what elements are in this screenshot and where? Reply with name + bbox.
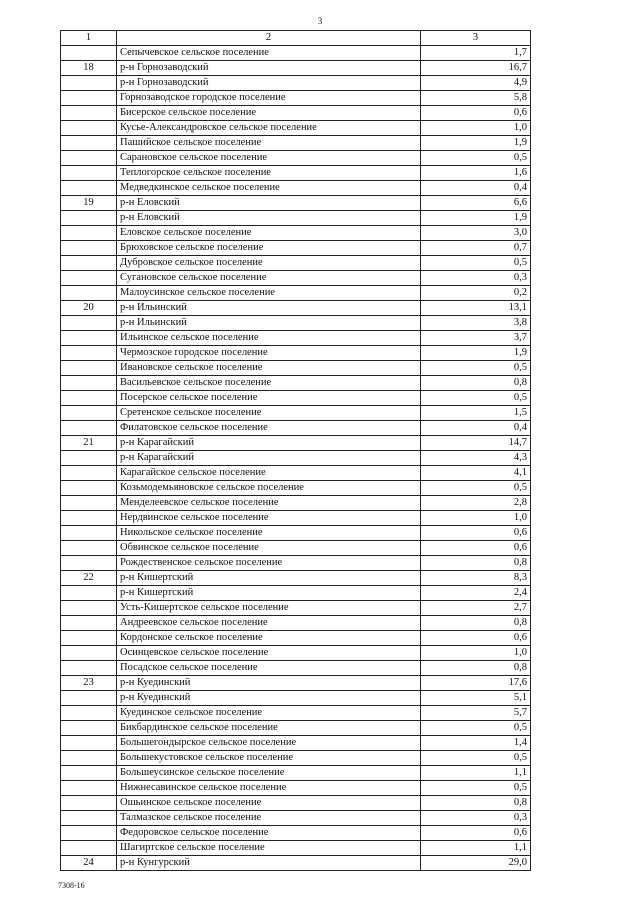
row-value-cell: 0,4 <box>421 421 531 436</box>
row-value-cell: 1,1 <box>421 841 531 856</box>
row-number-cell <box>61 826 117 841</box>
table-row <box>61 751 531 766</box>
row-name-cell: р-н Ильинский <box>117 316 421 331</box>
table-row <box>61 421 531 436</box>
row-name-cell: Бисерское сельское поселение <box>117 106 421 121</box>
row-number-cell <box>61 481 117 496</box>
row-number-cell <box>61 346 117 361</box>
row-number-cell <box>61 511 117 526</box>
row-number-cell <box>61 691 117 706</box>
row-value-cell: 8,3 <box>421 571 531 586</box>
row-name-cell: р-н Еловский <box>117 211 421 226</box>
row-value-cell: 0,5 <box>421 721 531 736</box>
row-name-cell: Осинцевское сельское поселение <box>117 646 421 661</box>
row-value-cell: 1,9 <box>421 136 531 151</box>
row-value-cell: 0,5 <box>421 781 531 796</box>
row-number-cell <box>61 841 117 856</box>
row-name-cell: Нердвинское сельское поселение <box>117 511 421 526</box>
table-row <box>61 661 531 676</box>
table-row <box>61 481 531 496</box>
row-name-cell: р-н Кунгурский <box>117 856 421 871</box>
row-number-cell <box>61 271 117 286</box>
row-value-cell: 0,2 <box>421 286 531 301</box>
row-value-cell: 4,1 <box>421 466 531 481</box>
row-name-cell: Куединское сельское поселение <box>117 706 421 721</box>
row-value-cell: 1,9 <box>421 346 531 361</box>
table-row <box>61 106 531 121</box>
row-number-cell <box>61 106 117 121</box>
table-row <box>61 241 531 256</box>
row-value-cell: 1,1 <box>421 766 531 781</box>
row-number-cell: 18 <box>61 61 117 76</box>
row-name-cell: Карагайское сельское поселение <box>117 466 421 481</box>
row-number-cell <box>61 721 117 736</box>
table-row <box>61 346 531 361</box>
row-name-cell: р-н Горнозаводский <box>117 61 421 76</box>
table-row <box>61 781 531 796</box>
row-number-cell <box>61 736 117 751</box>
row-name-cell: р-н Куединский <box>117 691 421 706</box>
row-number-cell <box>61 781 117 796</box>
row-value-cell: 2,7 <box>421 601 531 616</box>
table-row <box>61 451 531 466</box>
row-value-cell: 17,6 <box>421 676 531 691</box>
row-value-cell: 13,1 <box>421 301 531 316</box>
row-value-cell: 4,3 <box>421 451 531 466</box>
table-row <box>61 211 531 226</box>
row-value-cell: 0,5 <box>421 361 531 376</box>
table-row <box>61 841 531 856</box>
row-number-cell <box>61 751 117 766</box>
table-row <box>61 646 531 661</box>
row-number-cell: 23 <box>61 676 117 691</box>
row-value-cell: 0,8 <box>421 796 531 811</box>
row-name-cell: Усть-Кишертское сельское поселение <box>117 601 421 616</box>
row-number-cell <box>61 541 117 556</box>
row-value-cell: 6,6 <box>421 196 531 211</box>
column-header-value: 3 <box>421 31 531 46</box>
table-row <box>61 721 531 736</box>
table-row <box>61 676 531 691</box>
table-row <box>61 811 531 826</box>
row-name-cell: Кусье-Александровское сельское поселение <box>117 121 421 136</box>
row-name-cell: Теплогорское сельское поселение <box>117 166 421 181</box>
row-value-cell: 0,5 <box>421 151 531 166</box>
row-value-cell: 0,3 <box>421 811 531 826</box>
row-name-cell: Чермозское городское поселение <box>117 346 421 361</box>
row-name-cell: Никольское сельское поселение <box>117 526 421 541</box>
row-name-cell: Нижнесавинское сельское поселение <box>117 781 421 796</box>
row-number-cell <box>61 211 117 226</box>
row-number-cell <box>61 601 117 616</box>
row-name-cell: Брюховское сельское поселение <box>117 241 421 256</box>
row-number-cell <box>61 526 117 541</box>
row-number-cell <box>61 166 117 181</box>
row-value-cell: 2,8 <box>421 496 531 511</box>
row-number-cell <box>61 256 117 271</box>
row-value-cell: 0,6 <box>421 541 531 556</box>
row-name-cell: Обвинское сельское поселение <box>117 541 421 556</box>
row-number-cell <box>61 451 117 466</box>
row-name-cell: Ильинское сельское поселение <box>117 331 421 346</box>
row-value-cell: 0,3 <box>421 271 531 286</box>
row-value-cell: 0,5 <box>421 481 531 496</box>
row-number-cell: 22 <box>61 571 117 586</box>
table-row <box>61 406 531 421</box>
table-header-row <box>61 31 531 46</box>
row-number-cell <box>61 151 117 166</box>
row-number-cell <box>61 181 117 196</box>
row-value-cell: 0,8 <box>421 616 531 631</box>
row-number-cell <box>61 421 117 436</box>
table-row <box>61 526 531 541</box>
table-row <box>61 571 531 586</box>
row-name-cell: Еловское сельское поселение <box>117 226 421 241</box>
table-row <box>61 616 531 631</box>
row-name-cell: Сепычевское сельское поселение <box>117 46 421 61</box>
row-number-cell <box>61 136 117 151</box>
row-name-cell: Медведкинское сельское поселение <box>117 181 421 196</box>
row-name-cell: Посадское сельское поселение <box>117 661 421 676</box>
table-row <box>61 706 531 721</box>
row-number-cell <box>61 46 117 61</box>
row-name-cell: р-н Горнозаводский <box>117 76 421 91</box>
row-number-cell: 24 <box>61 856 117 871</box>
row-name-cell: Большекустовское сельское поселение <box>117 751 421 766</box>
footer-document-code: 7308-16 <box>58 881 85 890</box>
row-number-cell <box>61 586 117 601</box>
table-row <box>61 766 531 781</box>
row-number-cell <box>61 706 117 721</box>
row-name-cell: Дубровское сельское поселение <box>117 256 421 271</box>
row-name-cell: Горнозаводское городское поселение <box>117 91 421 106</box>
row-value-cell: 0,5 <box>421 256 531 271</box>
table-row <box>61 631 531 646</box>
row-number-cell <box>61 661 117 676</box>
column-header-number: 1 <box>61 31 117 46</box>
row-value-cell: 0,5 <box>421 751 531 766</box>
page-number: 3 <box>317 16 323 26</box>
column-header-name: 2 <box>117 31 421 46</box>
row-value-cell: 3,7 <box>421 331 531 346</box>
row-name-cell: р-н Ильинский <box>117 301 421 316</box>
row-name-cell: р-н Еловский <box>117 196 421 211</box>
row-number-cell <box>61 391 117 406</box>
row-name-cell: Андреевское сельское поселение <box>117 616 421 631</box>
table-row <box>61 76 531 91</box>
row-value-cell: 1,0 <box>421 646 531 661</box>
row-value-cell: 16,7 <box>421 61 531 76</box>
row-name-cell: Рождественское сельское поселение <box>117 556 421 571</box>
row-number-cell <box>61 91 117 106</box>
row-value-cell: 14,7 <box>421 436 531 451</box>
row-value-cell: 3,8 <box>421 316 531 331</box>
table-row <box>61 556 531 571</box>
row-name-cell: Ошьинское сельское поселение <box>117 796 421 811</box>
table-row <box>61 181 531 196</box>
table-row <box>61 121 531 136</box>
row-number-cell <box>61 241 117 256</box>
row-value-cell: 0,5 <box>421 391 531 406</box>
table-row <box>61 271 531 286</box>
row-value-cell: 0,8 <box>421 376 531 391</box>
row-number-cell <box>61 766 117 781</box>
table-row <box>61 826 531 841</box>
table-row <box>61 376 531 391</box>
row-name-cell: р-н Кишертский <box>117 571 421 586</box>
table-row <box>61 496 531 511</box>
row-name-cell: Пашийское сельское поселение <box>117 136 421 151</box>
table-row <box>61 586 531 601</box>
row-name-cell: р-н Карагайский <box>117 451 421 466</box>
row-number-cell <box>61 376 117 391</box>
row-value-cell: 5,1 <box>421 691 531 706</box>
row-name-cell: р-н Карагайский <box>117 436 421 451</box>
row-value-cell: 5,7 <box>421 706 531 721</box>
row-value-cell: 0,6 <box>421 631 531 646</box>
row-name-cell: Большеусинское сельское поселение <box>117 766 421 781</box>
row-value-cell: 1,0 <box>421 511 531 526</box>
row-name-cell: Ивановское сельское поселение <box>117 361 421 376</box>
row-name-cell: Шагиртское сельское поселение <box>117 841 421 856</box>
row-name-cell: Филатовское сельское поселение <box>117 421 421 436</box>
row-value-cell: 1,4 <box>421 736 531 751</box>
table-body <box>61 46 531 871</box>
table-row <box>61 61 531 76</box>
row-name-cell: Сугановское сельское поселение <box>117 271 421 286</box>
row-number-cell <box>61 646 117 661</box>
table-row <box>61 541 531 556</box>
table-row <box>61 256 531 271</box>
row-value-cell: 0,6 <box>421 526 531 541</box>
table-row <box>61 46 531 61</box>
row-value-cell: 0,4 <box>421 181 531 196</box>
row-value-cell: 0,8 <box>421 556 531 571</box>
table-row <box>61 196 531 211</box>
row-number-cell <box>61 796 117 811</box>
table-row <box>61 286 531 301</box>
row-name-cell: Федоровское сельское поселение <box>117 826 421 841</box>
table-row <box>61 466 531 481</box>
row-number-cell: 19 <box>61 196 117 211</box>
row-value-cell: 1,0 <box>421 121 531 136</box>
row-number-cell <box>61 226 117 241</box>
row-value-cell: 0,6 <box>421 826 531 841</box>
table-row <box>61 736 531 751</box>
row-name-cell: Кордонское сельское поселение <box>117 631 421 646</box>
table-row <box>61 361 531 376</box>
row-number-cell <box>61 811 117 826</box>
table-row <box>61 391 531 406</box>
row-value-cell: 1,5 <box>421 406 531 421</box>
row-name-cell: Посерское сельское поселение <box>117 391 421 406</box>
row-name-cell: Козьмодемьяновское сельское поселение <box>117 481 421 496</box>
row-value-cell: 0,7 <box>421 241 531 256</box>
row-number-cell <box>61 316 117 331</box>
table-row <box>61 511 531 526</box>
row-value-cell: 1,9 <box>421 211 531 226</box>
row-number-cell <box>61 76 117 91</box>
row-name-cell: Малоусинское сельское поселение <box>117 286 421 301</box>
table-row <box>61 601 531 616</box>
table-row <box>61 166 531 181</box>
table-row <box>61 331 531 346</box>
row-number-cell <box>61 286 117 301</box>
data-table <box>60 30 531 871</box>
row-value-cell: 3,0 <box>421 226 531 241</box>
row-name-cell: Сарановское сельское поселение <box>117 151 421 166</box>
row-value-cell: 1,7 <box>421 46 531 61</box>
row-name-cell: Талмазское сельское поселение <box>117 811 421 826</box>
table-row <box>61 796 531 811</box>
table-row <box>61 151 531 166</box>
row-value-cell: 5,8 <box>421 91 531 106</box>
row-name-cell: Васильевское сельское поселение <box>117 376 421 391</box>
row-number-cell <box>61 496 117 511</box>
row-number-cell <box>61 361 117 376</box>
table-row <box>61 226 531 241</box>
row-number-cell <box>61 466 117 481</box>
row-name-cell: р-н Куединский <box>117 676 421 691</box>
row-value-cell: 1,6 <box>421 166 531 181</box>
table-row <box>61 301 531 316</box>
row-number-cell: 21 <box>61 436 117 451</box>
table-row <box>61 91 531 106</box>
row-number-cell <box>61 616 117 631</box>
table-row <box>61 856 531 871</box>
row-number-cell <box>61 121 117 136</box>
row-value-cell: 4,9 <box>421 76 531 91</box>
table-row <box>61 316 531 331</box>
row-number-cell <box>61 556 117 571</box>
row-number-cell <box>61 631 117 646</box>
row-value-cell: 0,8 <box>421 661 531 676</box>
row-name-cell: р-н Кишертский <box>117 586 421 601</box>
row-name-cell: Менделеевское сельское поселение <box>117 496 421 511</box>
row-name-cell: Бикбардинское сельское поселение <box>117 721 421 736</box>
row-name-cell: Сретенское сельское поселение <box>117 406 421 421</box>
row-value-cell: 29,0 <box>421 856 531 871</box>
table-row <box>61 136 531 151</box>
row-value-cell: 0,6 <box>421 106 531 121</box>
row-number-cell: 20 <box>61 301 117 316</box>
row-number-cell <box>61 406 117 421</box>
table-row <box>61 436 531 451</box>
row-number-cell <box>61 331 117 346</box>
table-row <box>61 691 531 706</box>
row-name-cell: Большегондырское сельское поселение <box>117 736 421 751</box>
row-value-cell: 2,4 <box>421 586 531 601</box>
